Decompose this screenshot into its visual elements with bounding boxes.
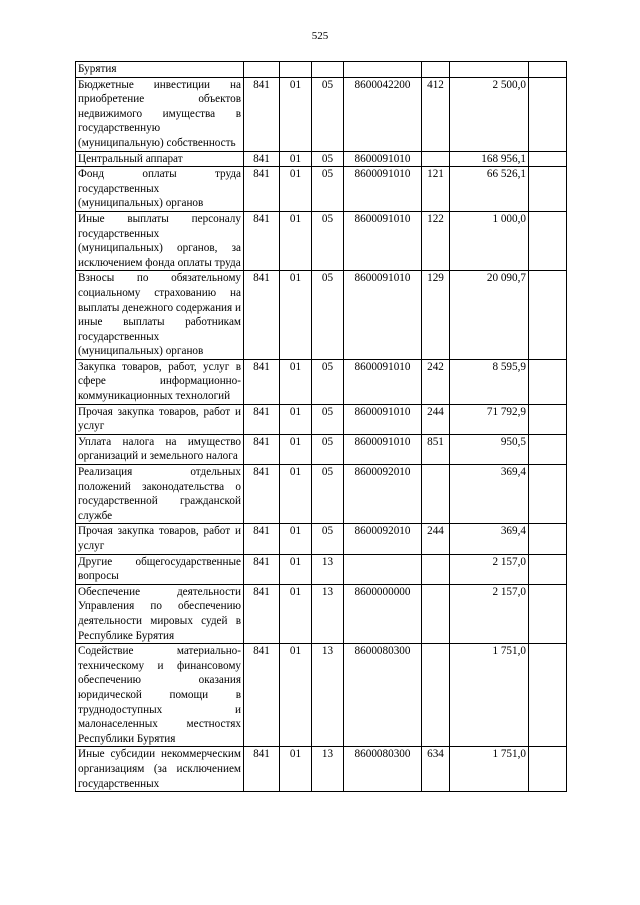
target-article-cell: 8600042200 [344, 77, 422, 151]
amount-cell: 2 157,0 [450, 554, 529, 584]
budget-table [75, 61, 567, 792]
ministry-code-cell: 841 [244, 151, 280, 167]
target-article-cell: 8600091010 [344, 359, 422, 404]
target-article-cell: 8600092010 [344, 524, 422, 554]
expense-type-cell: 129 [422, 271, 450, 360]
amount-cell: 1 751,0 [450, 747, 529, 792]
subsection-code-cell: 05 [312, 151, 344, 167]
amount-cell: 1 751,0 [450, 644, 529, 747]
ministry-code-cell: 841 [244, 167, 280, 212]
target-article-cell: 8600091010 [344, 434, 422, 464]
empty-cell [529, 747, 567, 792]
ministry-code-cell: 841 [244, 211, 280, 270]
ministry-code-cell: 841 [244, 524, 280, 554]
empty-cell [529, 167, 567, 212]
amount-cell: 2 157,0 [450, 584, 529, 643]
expense-type-cell: 244 [422, 524, 450, 554]
ministry-code-cell: 841 [244, 434, 280, 464]
row-name-cell: Бюджетные инвестиции на приобретение объектов недвижимого имущества в государственную (муниципальную) собственность [76, 77, 244, 151]
row-name-cell: Фонд оплаты труда государственных (муниципальных) органов [76, 167, 244, 212]
budget-table-body [76, 62, 567, 792]
section-code-cell: 01 [280, 465, 312, 524]
table-row [76, 62, 567, 78]
table-row [76, 434, 567, 464]
subsection-code-cell: 05 [312, 77, 344, 151]
ministry-code-cell: 841 [244, 554, 280, 584]
table-row [76, 404, 567, 434]
subsection-code-cell: 13 [312, 644, 344, 747]
empty-cell [529, 359, 567, 404]
ministry-code-cell: 841 [244, 271, 280, 360]
section-code-cell: 01 [280, 167, 312, 212]
table-row [76, 554, 567, 584]
row-name-cell: Иные выплаты персоналу государственных (муниципальных) органов, за исключением фонда оплаты труда [76, 211, 244, 270]
table-row [76, 167, 567, 212]
target-article-cell: 8600080300 [344, 747, 422, 792]
row-name-cell: Прочая закупка товаров, работ и услуг [76, 404, 244, 434]
ministry-code-cell: 841 [244, 584, 280, 643]
table-row [76, 747, 567, 792]
table-row [76, 77, 567, 151]
target-article-cell: 8600091010 [344, 211, 422, 270]
empty-cell [529, 271, 567, 360]
section-code-cell: 01 [280, 151, 312, 167]
amount-cell: 369,4 [450, 465, 529, 524]
expense-type-cell [422, 644, 450, 747]
amount-cell: 8 595,9 [450, 359, 529, 404]
amount-cell: 1 000,0 [450, 211, 529, 270]
subsection-code-cell: 05 [312, 271, 344, 360]
section-code-cell: 01 [280, 434, 312, 464]
ministry-code-cell: 841 [244, 404, 280, 434]
empty-cell [529, 554, 567, 584]
row-name-cell: Обеспечение деятельности Управления по обеспечению деятельности мировых судей в Республике Бурятия [76, 584, 244, 643]
amount-cell: 71 792,9 [450, 404, 529, 434]
empty-cell [529, 644, 567, 747]
ministry-code-cell: 841 [244, 465, 280, 524]
section-code-cell: 01 [280, 584, 312, 643]
expense-type-cell [422, 554, 450, 584]
subsection-code-cell: 05 [312, 524, 344, 554]
expense-type-cell: 121 [422, 167, 450, 212]
expense-type-cell: 412 [422, 77, 450, 151]
subsection-code-cell: 05 [312, 465, 344, 524]
empty-cell [529, 77, 567, 151]
section-code-cell: 01 [280, 644, 312, 747]
section-code-cell: 01 [280, 554, 312, 584]
subsection-code-cell: 05 [312, 167, 344, 212]
target-article-cell [344, 554, 422, 584]
table-row [76, 211, 567, 270]
table-row [76, 465, 567, 524]
row-name-cell: Содействие материально-техническому и финансовому обеспечению оказания юридической помощи в труднодоступных и малонаселенных местностях Республики Бурятия [76, 644, 244, 747]
target-article-cell: 8600091010 [344, 271, 422, 360]
ministry-code-cell: 841 [244, 77, 280, 151]
expense-type-cell: 122 [422, 211, 450, 270]
table-row [76, 644, 567, 747]
empty-cell [529, 404, 567, 434]
amount-cell: 20 090,7 [450, 271, 529, 360]
row-name-cell: Взносы по обязательному социальному страхованию на выплаты денежного содержания и иные выплаты работникам государственных (муниципальных) органов [76, 271, 244, 360]
expense-type-cell: 242 [422, 359, 450, 404]
expense-type-cell [422, 584, 450, 643]
expense-type-cell [422, 465, 450, 524]
section-code-cell: 01 [280, 524, 312, 554]
empty-cell [529, 62, 567, 78]
empty-cell [529, 434, 567, 464]
expense-type-cell: 244 [422, 404, 450, 434]
target-article-cell: 8600091010 [344, 167, 422, 212]
expense-type-cell [422, 62, 450, 78]
section-code-cell: 01 [280, 271, 312, 360]
subsection-code-cell: 05 [312, 359, 344, 404]
amount-cell [450, 62, 529, 78]
amount-cell: 950,5 [450, 434, 529, 464]
empty-cell [529, 151, 567, 167]
target-article-cell: 8600092010 [344, 465, 422, 524]
ministry-code-cell: 841 [244, 359, 280, 404]
section-code-cell [280, 62, 312, 78]
target-article-cell: 8600080300 [344, 644, 422, 747]
target-article-cell: 8600000000 [344, 584, 422, 643]
row-name-cell: Реализация отдельных положений законодательства о государственной гражданской службе [76, 465, 244, 524]
page-number: 525 [311, 30, 329, 42]
row-name-cell: Иные субсидии некоммерческим организациям (за исключением государственных [76, 747, 244, 792]
subsection-code-cell: 13 [312, 554, 344, 584]
section-code-cell: 01 [280, 211, 312, 270]
subsection-code-cell: 05 [312, 211, 344, 270]
expense-type-cell: 634 [422, 747, 450, 792]
subsection-code-cell: 13 [312, 747, 344, 792]
table-row [76, 584, 567, 643]
table-row [76, 359, 567, 404]
table-row [76, 524, 567, 554]
section-code-cell: 01 [280, 359, 312, 404]
empty-cell [529, 211, 567, 270]
row-name-cell: Другие общегосударственные вопросы [76, 554, 244, 584]
table-row [76, 271, 567, 360]
subsection-code-cell: 05 [312, 404, 344, 434]
empty-cell [529, 524, 567, 554]
ministry-code-cell [244, 62, 280, 78]
row-name-cell: Уплата налога на имущество организаций и земельного налога [76, 434, 244, 464]
ministry-code-cell: 841 [244, 644, 280, 747]
subsection-code-cell: 05 [312, 434, 344, 464]
table-row [76, 151, 567, 167]
amount-cell: 168 956,1 [450, 151, 529, 167]
expense-type-cell: 851 [422, 434, 450, 464]
ministry-code-cell: 841 [244, 747, 280, 792]
empty-cell [529, 465, 567, 524]
amount-cell: 66 526,1 [450, 167, 529, 212]
expense-type-cell [422, 151, 450, 167]
row-name-cell: Центральный аппарат [76, 151, 244, 167]
amount-cell: 2 500,0 [450, 77, 529, 151]
section-code-cell: 01 [280, 404, 312, 434]
row-name-cell: Бурятия [76, 62, 244, 78]
row-name-cell: Закупка товаров, работ, услуг в сфере информационно-коммуникационных технологий [76, 359, 244, 404]
empty-cell [529, 584, 567, 643]
amount-cell: 369,4 [450, 524, 529, 554]
section-code-cell: 01 [280, 77, 312, 151]
section-code-cell: 01 [280, 747, 312, 792]
target-article-cell: 8600091010 [344, 151, 422, 167]
row-name-cell: Прочая закупка товаров, работ и услуг [76, 524, 244, 554]
subsection-code-cell: 13 [312, 584, 344, 643]
target-article-cell [344, 62, 422, 78]
subsection-code-cell [312, 62, 344, 78]
target-article-cell: 8600091010 [344, 404, 422, 434]
